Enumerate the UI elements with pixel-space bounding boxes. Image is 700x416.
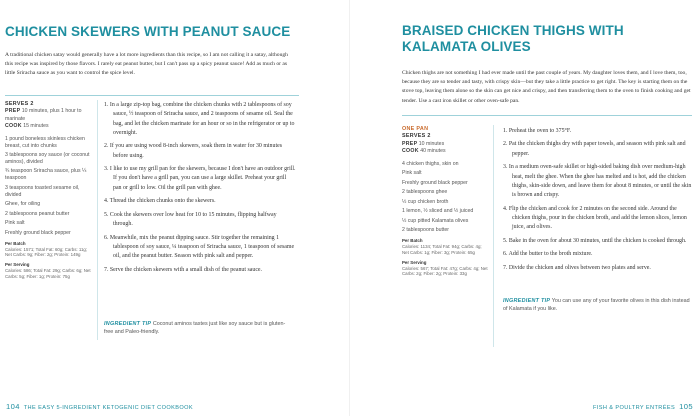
step-item: 6. Meanwhile, mix the peanut dipping sauce. Stir together the remaining 1 tablespoon of soy sauce, ¼ teaspoon of Sriracha sauce, 1 teaspoon of sesame oil, and the peanut butter. Season with pink salt and pepper. xyxy=(104,234,295,260)
cook-time xyxy=(5,123,91,130)
recipe-intro: Chicken thighs are not something I had ever made until the past couple of years. My daughter loves them, and I love them, too, because they are so tender and tasty, with crispy skin—but they take a little practice to get right. The key is starting them on the stove top, leaving them alone so the skin can get nice and crispy, and then transferring them to the oven to finish cooking and get tender. Use a cast iron skillet or other oven-safe pan. xyxy=(402,70,691,104)
ingredient-item: 2 tablespoons peanut butter xyxy=(5,210,70,217)
prep-label: PREP xyxy=(402,140,418,147)
ingredient-item: 1 lemon, ½ sliced and ½ juiced xyxy=(402,208,474,215)
recipe-title: CHICKEN SKEWERS WITH PEANUT SAUCE xyxy=(5,24,291,39)
ingredient-item: ½ cup chicken broth xyxy=(402,198,449,205)
ingredient-list xyxy=(402,161,488,234)
prep-value: 10 minutes xyxy=(418,140,445,147)
nutrition-serving-label: Per Serving xyxy=(402,259,427,265)
ingredient-item: 4 chicken thighs, skin on xyxy=(402,160,459,167)
ingredient-item: 3 tablespoons soy sauce (or coconut aminos), divided xyxy=(5,152,90,165)
prep-value: 10 minutes, plus 1 hour to marinate xyxy=(5,108,82,122)
recipe-title: BRAISED CHICKEN THIGHS WITH KALAMATA OLIVES xyxy=(402,23,624,54)
step-item: 3. I like to use my grill pan for the skewers, because I don't have an outdoor grill. If you don't have a grill pan, you can use a large skillet. Preheat your grill pan or grill to low. Oil the grill pan with ghee. xyxy=(104,166,296,191)
step-item: 6. Add the butter to the broth mixture. xyxy=(503,251,593,258)
book-title: THE EASY 5-INGREDIENT KETOGENIC DIET COOKBOOK xyxy=(23,405,194,411)
ingredient-item: ½ cup pitted Kalamata olives xyxy=(402,217,469,224)
step-item: 4. Flip the chicken and cook for 2 minutes on the second side. Around the chicken thighs, pour in the chicken broth, and add the lemon slices, lemon juice, and olives. xyxy=(503,205,687,231)
nutrition-batch-label: Per Batch xyxy=(5,240,26,246)
ingredient-item: Freshly ground black pepper xyxy=(5,229,71,236)
recipe-sidebar xyxy=(402,126,488,277)
serves-label: SERVES 2 xyxy=(402,133,431,140)
prep-time xyxy=(402,141,488,148)
recipe-steps xyxy=(503,127,693,277)
right-footer xyxy=(593,402,695,411)
tip-label: INGREDIENT TIP xyxy=(104,321,152,327)
cook-time xyxy=(402,148,488,155)
tip-label: INGREDIENT TIP xyxy=(503,298,551,304)
page-number: 104 xyxy=(6,402,20,411)
ingredient-tip xyxy=(104,320,290,337)
prep-label: PREP xyxy=(5,108,21,115)
ingredient-item: Ghee, for oiling xyxy=(5,201,41,208)
recipe-steps xyxy=(104,101,296,279)
tip-text: Coconut aminos tastes just like soy sauce but is gluten-free and Paleo-friendly. xyxy=(104,321,286,336)
prep-time xyxy=(5,108,91,123)
cook-label: COOK xyxy=(5,123,22,130)
ingredient-item: 2 tablespoons butter xyxy=(402,227,450,234)
page-number: 105 xyxy=(679,402,693,411)
section-divider xyxy=(402,115,692,116)
nutrition-serving: Calories: 567; Total Fat: 47g; Carbs: 4g; Net Carbs: 2g; Fiber: 2g; Protein: 33g xyxy=(402,265,488,277)
section-title: FISH & POULTRY ENTRÉES xyxy=(592,405,676,411)
section-divider xyxy=(5,95,299,96)
recipe-intro: A traditional chicken satay would generally have a lot more ingredients than this recipe, so I am not calling it a satay, although this recipe was inspired by those flavors. I rarely eat peanut butter, but I can't pass up a spicy peanut sauce! Add as much or as little Sriracha sauce as you want to control the spice level. xyxy=(5,52,288,77)
ingredient-item: Pink salt xyxy=(5,220,25,227)
step-item: 2. If you are using wood 8-inch skewers, soak them in water for 30 minutes before using. xyxy=(104,143,282,159)
ingredient-item: 1 pound boneless skinless chicken breast, cut into chunks xyxy=(5,135,85,149)
cook-value: 40 minutes xyxy=(420,148,446,155)
nutrition-serving: Calories: 586; Total Fat: 29g; Carbs: 6g; Net Carbs: 5g; Fiber: 1g; Protein: 75g xyxy=(5,268,91,280)
step-item: 5. Bake in the oven for about 30 minutes, until the chicken is cooked through. xyxy=(503,237,687,244)
step-item: 4. Thread the chicken chunks onto the skewers. xyxy=(104,198,216,205)
step-item: 2. Pat the chicken thighs dry with paper towels, and season with pink salt and pepper. xyxy=(503,141,686,157)
ingredient-item: Freshly ground black pepper xyxy=(402,179,468,186)
nutrition-batch: Calories: 1134; Total Fat: 94g; Carbs: 4g; Net Carbs: 1g; Fiber: 3g; Protein: 65g xyxy=(402,244,482,255)
recipe-sidebar xyxy=(5,101,91,280)
step-item: 1. Preheat the oven to 375°F. xyxy=(503,128,572,134)
step-item: 1. In a large zip-top bag, combine the chicken chunks with 2 tablespoons of soy sauce, ½ teaspoon of Sriracha sauce, and 2 teaspoons of sesame oil. Seal the bag, and let the chicken marinate for an hour or so in the refrigerator or up to overnight. xyxy=(104,102,295,136)
tip-text: You can use any of your favorite olives in this dish instead of Kalamata if you like. xyxy=(503,298,690,313)
step-item: 5. Cook the skewers over low heat for 10 to 15 minutes, flipping halfway through. xyxy=(104,211,277,228)
ingredient-tip xyxy=(503,297,693,314)
cook-value: 15 minutes xyxy=(23,123,49,130)
ingredient-item: 2 tablespoons ghee xyxy=(402,189,448,196)
one-pan-badge: ONE PAN xyxy=(402,126,429,132)
left-footer xyxy=(4,402,193,411)
ingredient-list xyxy=(5,136,91,237)
column-divider xyxy=(493,125,494,347)
ingredient-item: Pink salt xyxy=(402,170,422,177)
step-item: 7. Serve the chicken skewers with a small dish of the peanut sauce. xyxy=(104,266,263,273)
ingredient-item: ¾ teaspoon Sriracha sauce, plus ¼ teaspoon xyxy=(5,168,87,182)
nutrition-batch-label: Per Batch xyxy=(402,238,423,244)
column-divider xyxy=(97,100,98,340)
nutrition-batch: Calories: 1571; Total Fat: 60g; Carbs: 11g; Net Carbs: 9g; Fiber: 2g; Protein: 149g xyxy=(5,246,88,258)
serves-label: SERVES 2 xyxy=(5,101,34,107)
step-item: 3. In a medium oven-safe skillet or high-sided baking dish over medium-high heat, melt the ghee. When the ghee has melted and is hot, add the chicken thighs, skin-side down, and leave them for about 8 minutes, or until the skin is brown and crispy. xyxy=(503,164,692,199)
cook-label: COOK xyxy=(402,148,419,155)
step-item: 7. Divide the chicken and olives between two plates and serve. xyxy=(503,264,651,271)
nutrition-serving-label: Per Serving xyxy=(5,262,30,268)
ingredient-item: 3 teaspoons toasted sesame oil, divided xyxy=(5,184,80,198)
